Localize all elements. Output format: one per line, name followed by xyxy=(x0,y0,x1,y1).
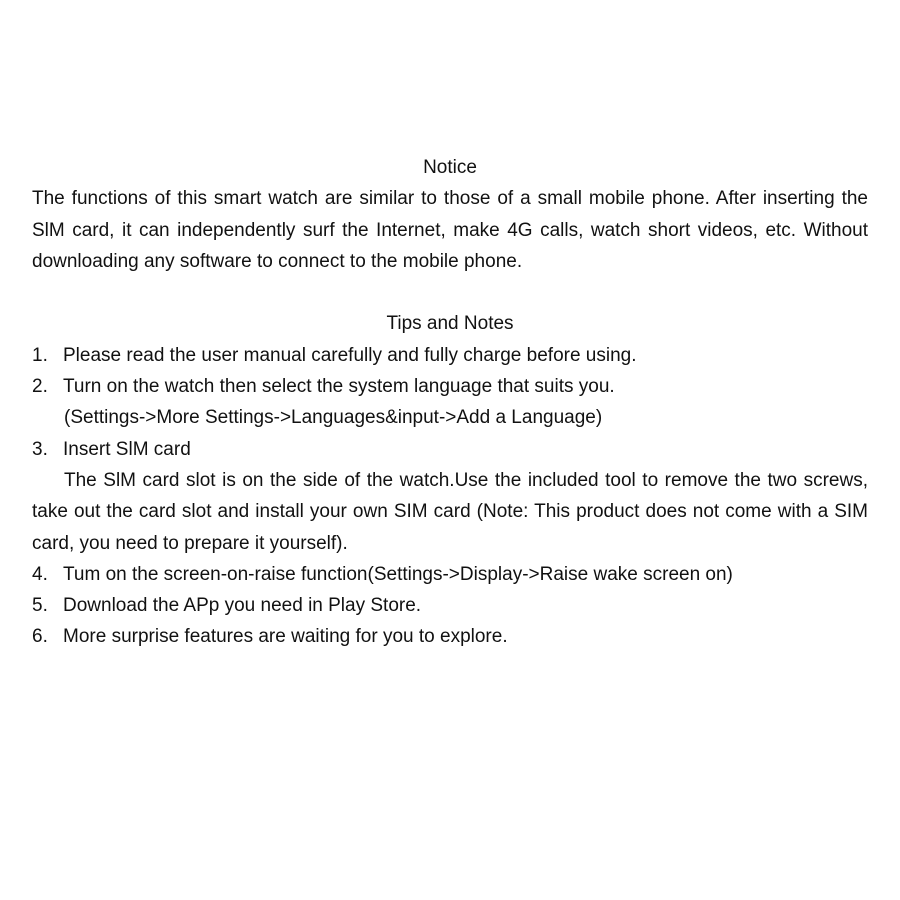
tips-list xyxy=(32,340,868,403)
tip-text: Download the APp you need in Play Store. xyxy=(63,595,422,617)
tip-item-6 xyxy=(32,621,868,652)
tip-text: Please read the user manual carefully and fully charge before using. xyxy=(63,344,637,366)
tip-text: More surprise features are waiting for you to explore. xyxy=(63,626,508,648)
tip-text: Tum on the screen-on-raise function(Settings->Display->Raise wake screen on) xyxy=(63,563,733,585)
tip-number: 1. xyxy=(32,344,48,366)
tip-item-1 xyxy=(32,340,868,371)
tip-number: 4. xyxy=(32,563,48,585)
tip-item-5 xyxy=(32,590,868,621)
tip-number: 3. xyxy=(32,438,48,460)
tip-number: 5. xyxy=(32,595,48,617)
tip-item-3 xyxy=(32,434,868,465)
tip-number: 6. xyxy=(32,626,48,648)
tip-item-4 xyxy=(32,559,868,590)
tips-list-final xyxy=(32,559,868,653)
manual-page xyxy=(32,152,868,653)
notice-title: Notice xyxy=(423,157,477,178)
tip-text: Insert SlM card xyxy=(63,438,191,460)
tips-list-continued xyxy=(32,434,868,465)
notice-body: The functions of this smart watch are similar to those of a small mobile phone. After inserting the SlM card, it can independently surf the Internet, make 4G calls, watch short videos, etc. Without downloading any software to connect to the mobile phone. xyxy=(32,188,868,272)
tips-title: Tips and Notes xyxy=(386,313,514,335)
section-gap xyxy=(32,277,868,308)
tip-number: 2. xyxy=(32,376,48,398)
sim-card-instructions: The SlM card slot is on the side of the watch.Use the included tool to remove the two screws, take out the card slot and install your own SIM card (Note: This product does not come with a SIM card, you need to prepare it yourself). xyxy=(32,469,868,554)
tip-text: Turn on the watch then select the system language that suits you. xyxy=(63,376,615,398)
language-settings-path: (Settings->More Settings->Languages&input->Add a Language) xyxy=(64,407,603,429)
tip-item-2 xyxy=(32,371,868,402)
